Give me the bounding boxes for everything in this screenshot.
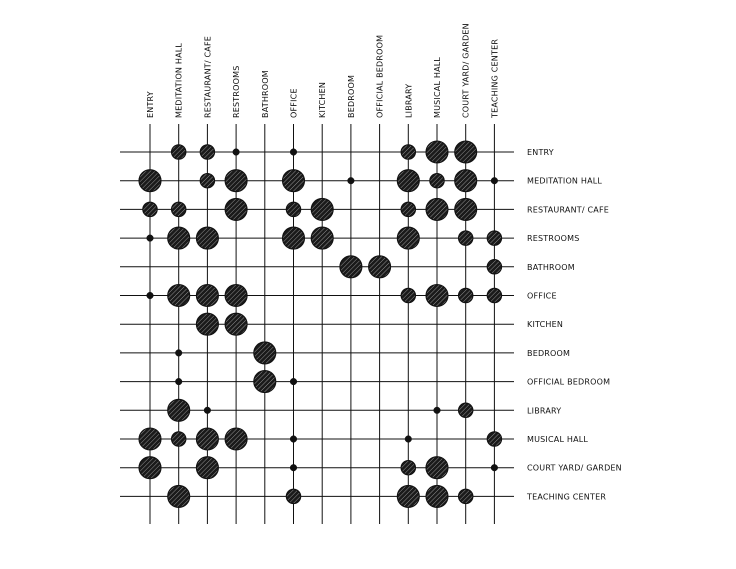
relationship-circle-office-x-court-yard-garden: [459, 288, 473, 302]
relationship-circle-official-bedroom-x-bathroom: [254, 371, 276, 393]
column-label-entry: ENTRY: [146, 91, 155, 118]
column-labels: [146, 23, 499, 119]
row-label-office: OFFICE: [527, 291, 557, 301]
column-label-library: LIBRARY: [404, 83, 414, 118]
relationship-circle-court-yard-garden-x-musical-hall: [426, 457, 448, 479]
relationship-circle-office-x-restaurant-cafe: [196, 285, 218, 307]
relationship-circle-official-bedroom-x-office: [290, 378, 297, 385]
relationship-circle-meditation-hall-x-bedroom: [348, 177, 355, 184]
relationship-circle-office-x-meditation-hall: [168, 285, 190, 307]
column-label-musical-hall: MUSICAL HALL: [433, 56, 442, 118]
relationship-circle-musical-hall-x-restrooms: [225, 428, 247, 450]
relationship-circle-office-x-entry: [147, 292, 154, 299]
relationship-circle-meditation-hall-x-restaurant-cafe: [200, 174, 214, 188]
column-label-bedroom: BEDROOM: [346, 74, 356, 118]
relationship-circle-meditation-hall-x-court-yard-garden: [455, 170, 477, 192]
relationship-circle-restrooms-x-kitchen: [311, 227, 333, 249]
relationship-circle-restaurant-cafe-x-musical-hall: [426, 198, 448, 220]
column-label-meditation-hall: MEDITATION HALL: [174, 42, 184, 118]
relationship-circle-restrooms-x-court-yard-garden: [459, 231, 473, 245]
relationship-circle-meditation-hall-x-teaching-center: [491, 177, 498, 184]
column-label-kitchen: KITCHEN: [318, 81, 328, 118]
relationship-circle-restrooms-x-teaching-center: [487, 231, 501, 245]
relationship-circle-office-x-musical-hall: [426, 285, 448, 307]
relationship-circle-teaching-center-x-court-yard-garden: [459, 489, 473, 503]
relationship-circle-office-x-restrooms: [225, 285, 247, 307]
relationship-circle-meditation-hall-x-library: [397, 170, 419, 192]
relationship-circle-meditation-hall-x-restrooms: [225, 170, 247, 192]
relationship-circle-bedroom-x-bathroom: [254, 342, 276, 364]
relationship-circle-library-x-restaurant-cafe: [204, 407, 211, 414]
row-label-court-yard-garden: COURT YARD/ GARDEN: [527, 463, 622, 473]
relationship-circle-restaurant-cafe-x-meditation-hall: [172, 202, 186, 216]
relationship-circle-restaurant-cafe-x-kitchen: [311, 198, 333, 220]
relationship-circle-entry-x-office: [290, 149, 297, 156]
relationship-circle-entry-x-court-yard-garden: [455, 141, 477, 163]
relationship-circle-library-x-musical-hall: [434, 407, 441, 414]
column-label-office: OFFICE: [289, 88, 299, 118]
column-label-bathroom: BATHROOM: [260, 70, 270, 118]
relationship-circle-office-x-library: [401, 288, 415, 302]
relationship-circle-kitchen-x-restrooms: [225, 313, 247, 335]
relationship-circle-court-yard-garden-x-entry: [139, 457, 161, 479]
relationship-circle-meditation-hall-x-musical-hall: [430, 174, 444, 188]
relationship-circle-restaurant-cafe-x-library: [401, 202, 415, 216]
row-label-library: LIBRARY: [527, 406, 562, 416]
relationship-circle-restrooms-x-restaurant-cafe: [196, 227, 218, 249]
row-label-meditation-hall: MEDITATION HALL: [527, 176, 603, 186]
row-labels: [526, 148, 622, 501]
column-label-official-bedroom: OFFICIAL BEDROOM: [375, 34, 385, 118]
relationship-circle-court-yard-garden-x-office: [290, 464, 297, 471]
relationship-circle-musical-hall-x-entry: [139, 428, 161, 450]
column-label-teaching-center: TEACHING CENTER: [490, 38, 500, 118]
column-label-restaurant-cafe: RESTAURANT/ CAFE: [203, 35, 213, 118]
relationship-circle-court-yard-garden-x-restaurant-cafe: [196, 457, 218, 479]
relationship-circle-restrooms-x-library: [397, 227, 419, 249]
relationship-circle-teaching-center-x-office: [286, 489, 300, 503]
relationship-circle-entry-x-restrooms: [233, 149, 240, 156]
relationship-circle-musical-hall-x-restaurant-cafe: [196, 428, 218, 450]
relationship-circle-entry-x-meditation-hall: [172, 145, 186, 159]
row-label-kitchen: KITCHEN: [527, 320, 564, 330]
relationship-circle-musical-hall-x-teaching-center: [487, 432, 501, 446]
row-label-teaching-center: TEACHING CENTER: [527, 492, 607, 502]
row-label-restaurant-cafe: RESTAURANT/ CAFE: [527, 205, 610, 215]
relationship-circle-court-yard-garden-x-library: [401, 461, 415, 475]
row-label-musical-hall: MUSICAL HALL: [527, 435, 589, 444]
relationship-circle-library-x-court-yard-garden: [459, 403, 473, 417]
relationship-circle-musical-hall-x-office: [290, 436, 297, 443]
relationship-circle-bedroom-x-meditation-hall: [175, 350, 182, 357]
relationship-circle-restrooms-x-office: [283, 227, 305, 249]
row-label-bedroom: BEDROOM: [527, 348, 571, 358]
relationship-circle-bathroom-x-official-bedroom: [369, 256, 391, 278]
relationship-circle-court-yard-garden-x-teaching-center: [491, 464, 498, 471]
row-label-official-bedroom: OFFICIAL BEDROOM: [527, 377, 611, 387]
relationship-circle-teaching-center-x-meditation-hall: [168, 485, 190, 507]
relationship-circle-bathroom-x-teaching-center: [487, 260, 501, 274]
relationship-circle-kitchen-x-restaurant-cafe: [196, 313, 218, 335]
relationship-circle-office-x-teaching-center: [487, 288, 501, 302]
relationship-circle-entry-x-library: [401, 145, 415, 159]
relationship-circle-restaurant-cafe-x-entry: [143, 202, 157, 216]
relationship-circle-meditation-hall-x-entry: [139, 170, 161, 192]
relationship-circle-restaurant-cafe-x-restrooms: [225, 198, 247, 220]
relationship-circle-restrooms-x-meditation-hall: [168, 227, 190, 249]
relationship-circle-library-x-meditation-hall: [168, 399, 190, 421]
relationship-circle-meditation-hall-x-office: [283, 170, 305, 192]
relationship-circle-official-bedroom-x-meditation-hall: [175, 378, 182, 385]
column-label-court-yard-garden: COURT YARD/ GARDEN: [461, 23, 471, 118]
relationship-circle-restaurant-cafe-x-court-yard-garden: [455, 198, 477, 220]
column-label-restrooms: RESTROOMS: [232, 65, 242, 118]
relationship-circle-musical-hall-x-meditation-hall: [172, 432, 186, 446]
relationship-circle-restrooms-x-entry: [147, 235, 154, 242]
relationship-circle-teaching-center-x-musical-hall: [426, 485, 448, 507]
relationship-circle-entry-x-musical-hall: [426, 141, 448, 163]
relationship-circle-musical-hall-x-library: [405, 436, 412, 443]
row-label-entry: ENTRY: [527, 148, 554, 157]
relationship-circle-restaurant-cafe-x-office: [286, 202, 300, 216]
relationship-circle-teaching-center-x-library: [397, 485, 419, 507]
row-label-bathroom: BATHROOM: [527, 262, 575, 272]
row-label-restrooms: RESTROOMS: [527, 234, 580, 244]
relationship-circle-bathroom-x-bedroom: [340, 256, 362, 278]
relationship-circle-entry-x-restaurant-cafe: [200, 145, 214, 159]
